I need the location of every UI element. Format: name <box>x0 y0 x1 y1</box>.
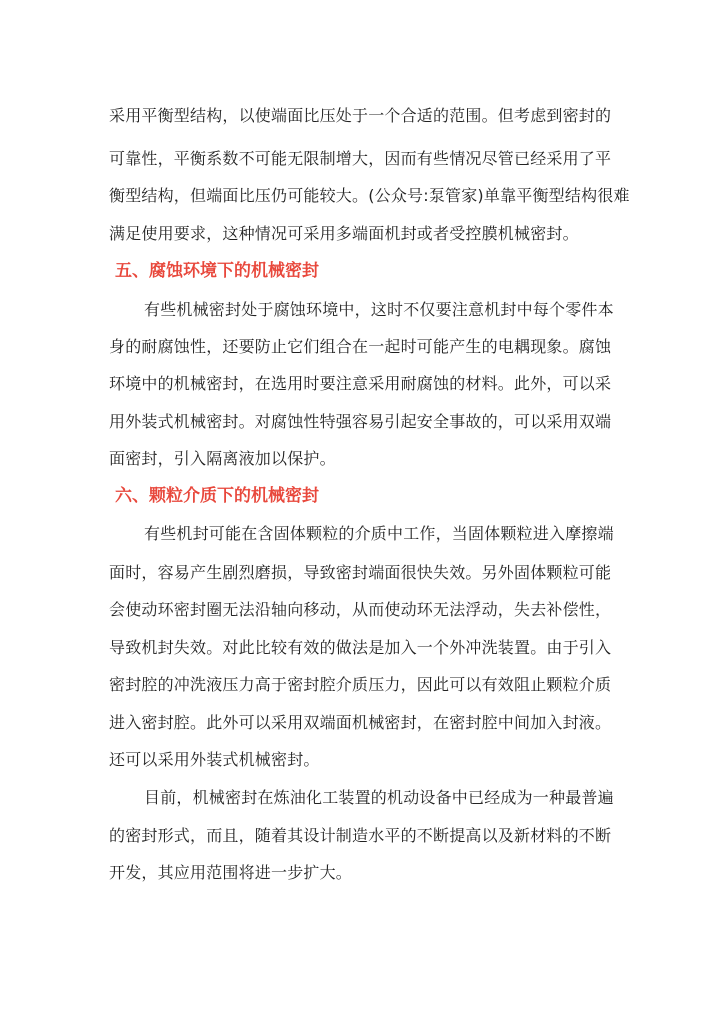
paragraph-line: 密封腔的冲洗液压力高于密封腔介质压力，因此可以有效阻止颗粒介质 <box>109 675 612 694</box>
paragraph-line: 有些机封可能在含固体颗粒的介质中工作，当固体颗粒进入摩擦端 <box>144 524 614 543</box>
paragraph-line: 身的耐腐蚀性，还要防止它们组合在一起时可能产生的电耦现象。腐蚀 <box>109 337 612 356</box>
paragraph-line: 面密封，引入隔离液加以保护。 <box>109 449 336 468</box>
paragraph-line: 面时，容易产生剧烈磨损，导致密封端面很快失效。另外固体颗粒可能 <box>109 563 612 582</box>
paragraph-line: 采用平衡型结构，以使端面比压处于一个合适的范围。但考虑到密封的 <box>109 106 612 125</box>
paragraph-line: 有些机械密封处于腐蚀环境中，这时不仅要注意机封中每个零件本 <box>144 300 614 319</box>
paragraph-line: 会使动环密封圈无法沿轴向移动，从而使动环无法浮动，失去补偿性， <box>109 600 612 619</box>
paragraph-line: 还可以采用外装式机械密封。 <box>109 750 320 769</box>
paragraph-line: 环境中的机械密封，在选用时要注意采用耐腐蚀的材料。此外，可以采 <box>109 374 612 393</box>
paragraph-line: 衡型结构，但端面比压仍可能较大。(公众号:泵管家)单靠平衡型结构很难 <box>109 186 630 205</box>
section-heading-particles: 六、颗粒介质下的机械密封 <box>115 486 319 506</box>
section-heading-corrosion: 五、腐蚀环境下的机械密封 <box>115 261 319 281</box>
paragraph-line: 的密封形式，而且，随着其设计制造水平的不断提高以及新材料的不断 <box>109 826 612 845</box>
paragraph-line: 可靠性，平衡系数不可能无限制增大，因而有些情况尽管已经采用了平 <box>109 149 612 168</box>
paragraph-line: 开发，其应用范围将进一步扩大。 <box>109 863 353 882</box>
paragraph-line: 导致机封失效。对此比较有效的做法是加入一个外冲洗装置。由于引入 <box>109 638 612 657</box>
paragraph-line: 满足使用要求，这种情况可采用多端面机封或者受控膜机械密封。 <box>109 224 579 243</box>
paragraph-line: 目前，机械密封在炼油化工装置的机动设备中已经成为一种最普遍 <box>144 788 614 807</box>
paragraph-line: 用外装式机械密封。对腐蚀性特强容易引起安全事故的，可以采用双端 <box>109 412 612 431</box>
paragraph-line: 进入密封腔。此外可以采用双端面机械密封，在密封腔中间加入封液。 <box>109 713 612 732</box>
